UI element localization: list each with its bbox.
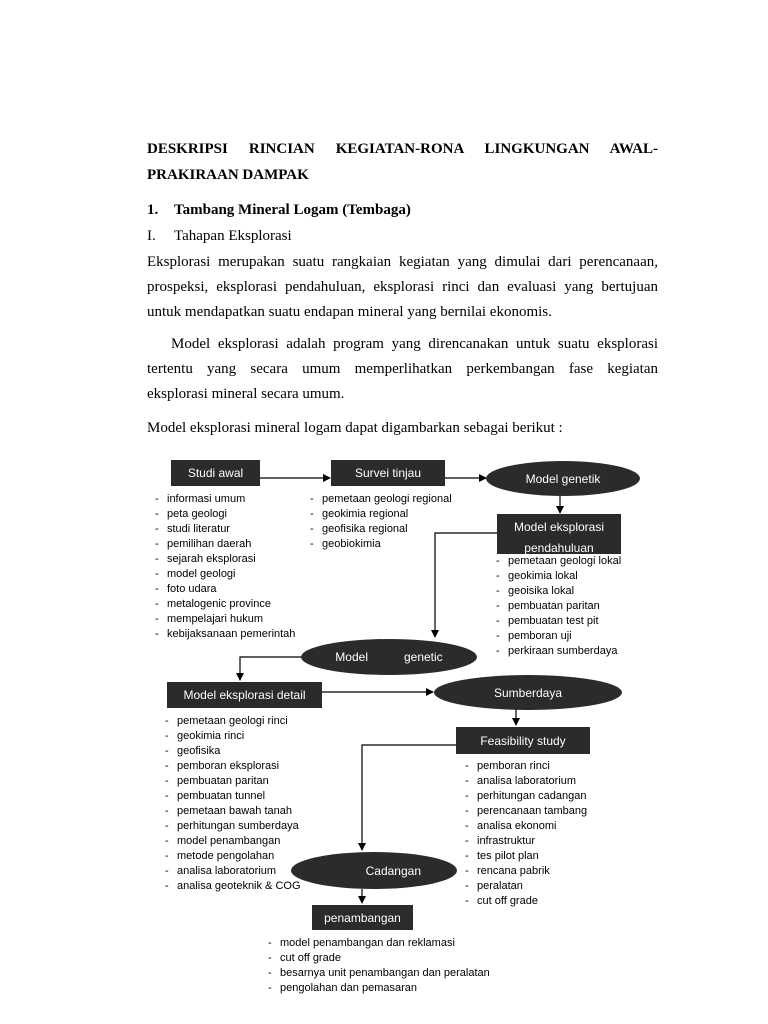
list-item-text: geofisika <box>177 745 221 757</box>
list-dash: - <box>496 555 500 567</box>
list-item <box>165 789 301 804</box>
list-dash: - <box>165 715 169 727</box>
model-eksplorasi-detail-list <box>165 714 301 894</box>
list-item-text: geokimia rinci <box>177 730 245 742</box>
list-item-text: analisa laboratorium <box>177 865 277 877</box>
list-item-text: rencana pabrik <box>477 865 550 877</box>
list-item <box>165 759 301 774</box>
list-item-text: peralatan <box>477 880 523 892</box>
list-item <box>165 849 301 864</box>
list-dash: - <box>165 880 169 892</box>
list-item <box>496 629 621 644</box>
model-genetik-label: Model genetik <box>525 471 601 486</box>
paragraph-3: Model eksplorasi mineral logam dapat digambarkan sebagai berikut : <box>147 420 563 436</box>
list-item <box>165 834 301 849</box>
list-item-text: model geologi <box>167 568 236 580</box>
paragraph-line: eksplorasi mineral secara umum. <box>147 386 345 402</box>
list-item <box>155 507 295 522</box>
list-item-text: besarnya unit penambangan dan peralatan <box>280 967 490 979</box>
feasibility-study-box <box>456 727 590 754</box>
list-item-text: perencanaan tambang <box>477 805 588 817</box>
title-line-1: DESKRIPSI RINCIAN KEGIATAN-RONA LINGKUNGAN AWAL- <box>147 141 658 157</box>
paragraph-2 <box>147 332 658 407</box>
list-item-text: analisa ekonomi <box>477 820 557 832</box>
list-item <box>465 774 587 789</box>
model-genetic-label-a: Model <box>335 650 368 664</box>
list-item <box>155 567 295 582</box>
list-item <box>165 804 301 819</box>
list-dash: - <box>496 585 500 597</box>
list-dash: - <box>465 760 469 772</box>
list-item-text: mempelajari hukum <box>167 613 263 625</box>
model-eksplorasi-pendahuluan-box <box>497 514 621 554</box>
list-item-text: pemboran uji <box>508 630 572 642</box>
list-item-text: metalogenic province <box>167 598 271 610</box>
model-eksplorasi-pendahuluan-label: Model eksplorasi <box>513 520 605 534</box>
studi-awal-list <box>155 492 295 642</box>
list-item <box>465 819 587 834</box>
list-item-text: informasi umum <box>167 493 246 505</box>
list-item <box>496 599 621 614</box>
penambangan-label: penambangan <box>324 910 401 925</box>
model-eksplorasi-pendahuluan-label-2: pendahuluan <box>524 541 594 554</box>
list-item-text: metode pengolahan <box>177 850 275 862</box>
list-dash: - <box>496 630 500 642</box>
list-item <box>465 849 587 864</box>
list-item-text: kebijaksanaan pemerintah <box>167 628 296 640</box>
list-item-text: infrastruktur <box>477 835 536 847</box>
list-dash: - <box>165 805 169 817</box>
studi-awal-label: Studi awal <box>187 466 244 480</box>
list-item <box>310 522 452 537</box>
list-dash: - <box>155 568 159 580</box>
list-item-text: geofisika regional <box>322 523 408 535</box>
list-item <box>496 584 621 599</box>
list-dash: - <box>155 508 159 520</box>
list-item <box>268 966 490 981</box>
title-line-2: PRAKIRAAN DAMPAK <box>147 167 309 183</box>
list-dash: - <box>268 937 272 949</box>
list-item <box>155 522 295 537</box>
list-dash: - <box>165 775 169 787</box>
list-item-text: pemetaan geologi rinci <box>177 715 288 727</box>
model-genetik-ellipse <box>486 461 640 496</box>
list-item-text: foto udara <box>167 583 217 595</box>
list-item <box>268 936 490 951</box>
list-item-text: pemboran eksplorasi <box>177 760 280 772</box>
sumberdaya-ellipse <box>434 675 622 710</box>
list-dash: - <box>496 570 500 582</box>
cadangan-label: Cadangan <box>365 863 421 878</box>
list-item <box>465 789 587 804</box>
list-item <box>165 744 301 759</box>
list-item-text: tes pilot plan <box>477 850 539 862</box>
list-item-text: geokimia regional <box>322 508 409 520</box>
list-dash: - <box>496 615 500 627</box>
list-item-text: pemetaan bawah tanah <box>177 805 292 817</box>
list-item <box>155 552 295 567</box>
list-item <box>465 759 587 774</box>
list-item-text: analisa geoteknik & COG <box>177 880 301 892</box>
list-dash: - <box>465 775 469 787</box>
list-item <box>310 507 452 522</box>
paragraph-line: untuk mendapatkan suatu endapan mineral yang bernilai ekonomis. <box>147 304 552 320</box>
list-item <box>465 879 587 894</box>
page-title <box>147 136 658 188</box>
list-dash: - <box>155 583 159 595</box>
sumberdaya-label: Sumberdaya <box>493 685 563 700</box>
list-item-text: sejarah eksplorasi <box>167 553 256 565</box>
list-dash: - <box>155 598 159 610</box>
list-dash: - <box>155 493 159 505</box>
list-item <box>465 894 587 909</box>
paragraph-line: tertentu yang secara umum memperlihatkan perkembangan fase kegiatan <box>147 361 658 377</box>
list-item-text: pengolahan dan pemasaran <box>280 982 418 994</box>
list-item-text: pembuatan paritan <box>508 600 600 612</box>
list-item-text: geoisika lokal <box>508 585 575 597</box>
list-dash: - <box>465 805 469 817</box>
list-dash: - <box>165 760 169 772</box>
list-item <box>165 864 301 879</box>
paragraph-1 <box>147 250 658 325</box>
list-dash: - <box>465 880 469 892</box>
list-dash: - <box>268 952 272 964</box>
list-dash: - <box>268 982 272 994</box>
list-item <box>155 627 295 642</box>
list-dash: - <box>465 835 469 847</box>
list-dash: - <box>155 553 159 565</box>
model-eksplorasi-pendahuluan-list <box>496 554 621 659</box>
subsection-heading <box>147 228 292 245</box>
list-item-text: pemetaan geologi lokal <box>508 555 622 567</box>
list-item <box>268 981 490 996</box>
list-item <box>465 804 587 819</box>
list-dash: - <box>155 628 159 640</box>
arrow-genetic-detail <box>240 657 302 680</box>
list-item-text: pembuatan paritan <box>177 775 269 787</box>
survei-tinjau-label: Survei tinjau <box>354 466 422 480</box>
list-item-text: pembuatan tunnel <box>177 790 266 802</box>
paragraph-line: Model eksplorasi adalah program yang direncanakan untuk suatu eksplorasi <box>171 336 658 352</box>
subsection-title: Tahapan Eksplorasi <box>174 228 292 244</box>
list-item-text: perkiraan sumberdaya <box>508 645 618 657</box>
list-item-text: model penambangan <box>177 835 281 847</box>
list-item <box>310 492 452 507</box>
list-item-text: geobiokimia <box>322 538 381 550</box>
list-dash: - <box>310 493 314 505</box>
list-dash: - <box>310 523 314 535</box>
list-dash: - <box>465 895 469 907</box>
list-dash: - <box>310 538 314 550</box>
list-item <box>165 819 301 834</box>
list-item-text: analisa laboratorium <box>477 775 577 787</box>
model-genetic-ellipse <box>301 639 477 675</box>
list-dash: - <box>165 850 169 862</box>
list-item <box>155 612 295 627</box>
list-dash: - <box>165 745 169 757</box>
list-item <box>165 729 301 744</box>
list-item <box>155 597 295 612</box>
list-item-text: pemilihan daerah <box>167 538 252 550</box>
feasibility-study-list <box>465 759 587 909</box>
list-item-text: peta geologi <box>167 508 227 520</box>
studi-awal-box <box>171 460 260 486</box>
penambangan-box <box>312 905 413 930</box>
section-number: 1. <box>147 202 159 218</box>
subsection-number: I. <box>147 228 156 244</box>
list-item <box>496 644 621 659</box>
feasibility-study-label: Feasibility study <box>480 733 566 748</box>
list-item <box>165 774 301 789</box>
list-item-text: cut off grade <box>477 895 538 907</box>
section-title: Tambang Mineral Logam (Tembaga) <box>174 202 411 218</box>
list-item-text: perhitungan sumberdaya <box>177 820 299 832</box>
paragraph-line: prospeksi, eksplorasi pendahuluan, eksplorasi rinci dan evaluasi yang bertujuan <box>147 279 658 295</box>
list-dash: - <box>465 850 469 862</box>
list-item <box>155 492 295 507</box>
list-item <box>465 864 587 879</box>
list-dash: - <box>496 600 500 612</box>
list-item <box>165 714 301 729</box>
list-dash: - <box>165 730 169 742</box>
model-genetic-label-b: genetic <box>403 650 443 664</box>
model-eksplorasi-detail-box <box>167 682 322 708</box>
survei-tinjau-box <box>331 460 445 486</box>
list-item-text: perhitungan cadangan <box>477 790 587 802</box>
list-dash: - <box>155 523 159 535</box>
list-dash: - <box>155 613 159 625</box>
list-item <box>155 582 295 597</box>
list-dash: - <box>496 645 500 657</box>
list-dash: - <box>310 508 314 520</box>
list-item <box>310 537 452 552</box>
list-item-text: pemetaan geologi regional <box>322 493 452 505</box>
list-item <box>465 834 587 849</box>
list-dash: - <box>155 538 159 550</box>
list-dash: - <box>465 865 469 877</box>
list-item-text: pembuatan test pit <box>508 615 599 627</box>
list-item <box>496 554 621 569</box>
list-dash: - <box>465 790 469 802</box>
list-item <box>165 879 301 894</box>
penambangan-list <box>268 936 490 996</box>
list-item-text: studi literatur <box>167 523 230 535</box>
arrow-feasibility-cadangan <box>362 745 456 850</box>
list-dash: - <box>165 820 169 832</box>
section-heading <box>147 202 411 219</box>
list-dash: - <box>165 865 169 877</box>
list-item-text: model penambangan dan reklamasi <box>280 937 455 949</box>
list-dash: - <box>165 835 169 847</box>
survei-tinjau-list <box>310 492 452 552</box>
list-item <box>496 614 621 629</box>
list-item-text: pemboran rinci <box>477 760 550 772</box>
cadangan-ellipse <box>291 852 457 889</box>
list-item <box>268 951 490 966</box>
list-item-text: cut off grade <box>280 952 341 964</box>
list-item <box>496 569 621 584</box>
list-dash: - <box>165 790 169 802</box>
list-dash: - <box>268 967 272 979</box>
list-item <box>155 537 295 552</box>
paragraph-line: Eksplorasi merupakan suatu rangkaian kegiatan yang dimulai dari perencanaan, <box>147 254 658 270</box>
list-item-text: geokimia lokal <box>508 570 578 582</box>
model-eksplorasi-detail-label: Model eksplorasi detail <box>183 688 306 702</box>
list-dash: - <box>465 820 469 832</box>
